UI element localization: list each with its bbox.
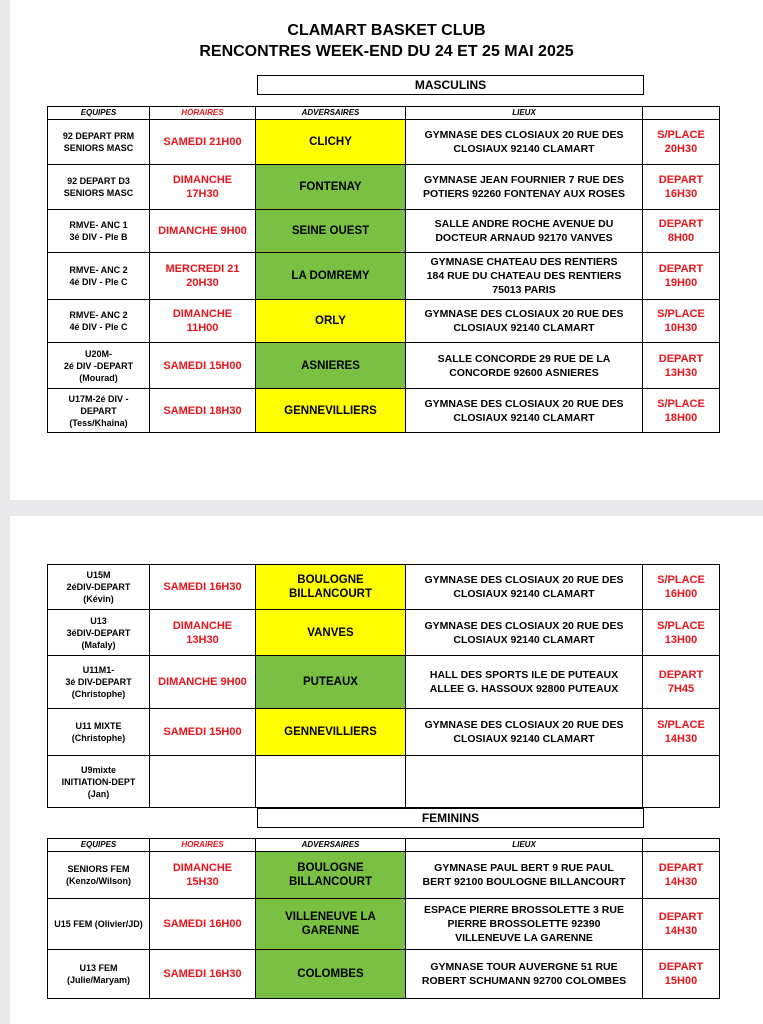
team-cell-line: U20M- — [84, 348, 112, 359]
time-cell — [150, 253, 256, 300]
header-depart — [643, 839, 720, 852]
table-header-row — [48, 107, 720, 120]
table-row — [48, 852, 720, 899]
time-cell-line: SAMEDI 16H30 — [163, 581, 242, 593]
opponent-cell — [256, 709, 406, 756]
time-cell-line: MERCREDI 21 — [165, 263, 240, 275]
team-cell — [48, 852, 150, 899]
time-cell-line: DIMANCHE 9H00 — [158, 676, 247, 688]
time-cell — [150, 656, 256, 709]
location-cell-line: CONCORDE 92600 ASNIERES — [449, 366, 599, 379]
team-cell — [48, 656, 150, 709]
team-cell-line: (Mafaly) — [81, 639, 116, 650]
table-row — [48, 165, 720, 210]
opponent-cell-line: BOULOGNE — [297, 862, 364, 874]
team-cell — [48, 300, 150, 343]
location-cell-line: PIERRE BROSSOLETTE 92390 — [447, 918, 601, 930]
time-cell-line: DIMANCHE — [172, 174, 233, 186]
team-cell — [48, 565, 150, 610]
team-cell-line: SENIORS MASC — [63, 143, 134, 153]
location-cell-line: CLOSIAUX 92140 CLAMART — [453, 411, 595, 424]
location-cell-line: ESPACE PIERRE BROSSOLETTE 3 RUE — [424, 904, 624, 916]
table-row — [48, 709, 720, 756]
time-cell — [150, 300, 256, 343]
location-cell-line: BERT 92100 BOULOGNE BILLANCOURT — [422, 876, 626, 888]
departure-cell-line: DEPART — [658, 669, 704, 681]
opponent-cell-line: GENNEVILLIERS — [284, 726, 377, 738]
departure-cell-line: DEPART — [658, 263, 704, 275]
table-row — [48, 253, 720, 300]
opponent-cell — [256, 565, 406, 610]
team-cell-line: 2éDIV-DEPART — [66, 582, 131, 592]
departure-cell-line: 20H30 — [664, 143, 698, 155]
team-cell — [48, 610, 150, 656]
opponent-cell-line: VILLENEUVE LA — [285, 911, 376, 923]
location-cell-line: VILLENEUVE LA GARENNE — [455, 932, 593, 944]
departure-cell-line: S/PLACE — [657, 308, 705, 320]
team-cell-line: 3éDIV-DEPART — [66, 627, 131, 638]
feminins-table — [47, 838, 720, 999]
departure-cell — [643, 165, 720, 210]
team-cell-line: 2é DIV -DEPART — [63, 360, 134, 371]
team-cell-line: (Christophe) — [71, 689, 126, 699]
opponent-cell — [256, 389, 406, 433]
departure-cell-line: 13H30 — [664, 366, 698, 379]
location-cell-line: GYMNASE DES CLOSIAUX 20 RUE DES — [424, 129, 624, 141]
team-cell — [48, 210, 150, 253]
departure-cell — [643, 343, 720, 389]
departure-cell-line: 18H00 — [664, 411, 698, 424]
location-cell-line: POTIERS 92260 FONTENAY AUX ROSES — [422, 188, 626, 200]
opponent-cell — [256, 210, 406, 253]
opponent-cell-line: BOULOGNE — [297, 574, 364, 586]
departure-cell-line: DEPART — [658, 961, 704, 973]
location-cell — [406, 899, 643, 950]
opponent-cell — [256, 950, 406, 999]
opponent-cell-line: BILLANCOURT — [288, 588, 373, 600]
time-cell-line: 15H30 — [186, 876, 219, 888]
location-cell-line: CLOSIAUX 92140 CLAMART — [453, 322, 595, 334]
table-row — [48, 899, 720, 950]
table-row — [48, 950, 720, 999]
departure-cell-line: 10H30 — [664, 322, 698, 334]
masculins-table-continued — [47, 564, 720, 808]
header-horaires: HORAIRES — [150, 839, 256, 852]
team-cell-line: 4é DIV - Ple C — [69, 322, 128, 332]
team-cell — [48, 343, 150, 389]
opponent-cell-line: SEINE OUEST — [291, 225, 370, 237]
team-cell — [48, 165, 150, 210]
location-cell — [406, 756, 643, 808]
departure-cell-line: DEPART — [658, 352, 704, 365]
departure-cell-line: 14H30 — [664, 876, 698, 888]
location-cell — [406, 165, 643, 210]
time-cell-line: 17H30 — [186, 188, 219, 200]
header-depart — [643, 107, 720, 120]
team-cell-line: U13 FEM — [79, 963, 118, 973]
header-lieux: LIEUX — [406, 839, 643, 852]
header-lieux: LIEUX — [406, 107, 643, 120]
team-cell-line: RMVE- ANC 2 — [69, 310, 128, 320]
section-feminins: FEMININS — [257, 808, 644, 828]
location-cell — [406, 950, 643, 999]
location-cell — [406, 210, 643, 253]
team-cell-line: 3é DIV - Ple B — [69, 232, 128, 242]
departure-cell — [643, 565, 720, 610]
location-cell — [406, 565, 643, 610]
location-cell-line: GYMNASE DES CLOSIAUX 20 RUE DES — [424, 719, 624, 731]
time-cell-line: DIMANCHE — [172, 862, 233, 874]
team-cell — [48, 709, 150, 756]
departure-cell — [643, 610, 720, 656]
departure-cell-line: 16H00 — [664, 588, 698, 600]
location-cell-line: 184 RUE DU CHATEAU DES RENTIERS — [426, 270, 622, 282]
team-cell-line: U11 MIXTE — [75, 721, 122, 731]
departure-cell — [643, 852, 720, 899]
team-cell-line: 4é DIV - Ple C — [69, 277, 128, 287]
team-cell-line: U13 — [90, 615, 107, 626]
header-equipes: EQUIPES — [48, 107, 150, 120]
team-cell-line: 92 DEPART PRM — [62, 131, 135, 141]
departure-cell-line: S/PLACE — [657, 574, 705, 586]
table-row — [48, 756, 720, 808]
departure-cell-line: DEPART — [658, 218, 704, 230]
location-cell-line: SALLE ANDRE ROCHE AVENUE DU — [434, 218, 614, 230]
time-cell — [150, 210, 256, 253]
departure-cell-line: S/PLACE — [657, 619, 705, 632]
team-cell-line: RMVE- ANC 1 — [69, 220, 128, 230]
table-row — [48, 120, 720, 165]
opponent-cell-line: PUTEAUX — [303, 676, 358, 688]
opponent-cell-line: VANVES — [307, 626, 354, 639]
opponent-cell — [256, 343, 406, 389]
time-cell — [150, 565, 256, 610]
team-cell-line: (Julie/Maryam) — [66, 975, 131, 985]
time-cell-line: SAMEDI 21H00 — [163, 136, 242, 148]
team-cell-line: SENIORS MASC — [63, 188, 134, 198]
location-cell-line: SALLE CONCORDE 29 RUE DE LA — [437, 352, 611, 365]
opponent-cell-line: BILLANCOURT — [288, 876, 373, 888]
time-cell-line: DIMANCHE — [172, 619, 233, 632]
opponent-cell — [256, 300, 406, 343]
opponent-cell — [256, 120, 406, 165]
team-cell — [48, 389, 150, 433]
location-cell-line: GYMNASE JEAN FOURNIER 7 RUE DES — [423, 174, 625, 186]
team-cell-line: U15M — [86, 570, 111, 580]
time-cell — [150, 950, 256, 999]
departure-cell-line: 14H30 — [664, 925, 698, 937]
departure-cell — [643, 756, 720, 808]
departure-cell-line: S/PLACE — [657, 719, 705, 731]
table-row — [48, 565, 720, 610]
time-cell-line: DIMANCHE 9H00 — [158, 225, 247, 237]
page-1 — [10, 0, 763, 500]
location-cell — [406, 253, 643, 300]
departure-cell-line: S/PLACE — [657, 397, 705, 410]
location-cell-line: ALLEE G. HASSOUX 92800 PUTEAUX — [429, 683, 619, 695]
location-cell — [406, 120, 643, 165]
opponent-cell-line: CLICHY — [309, 136, 352, 148]
opponent-cell-line: GENNEVILLIERS — [284, 404, 377, 417]
opponent-cell-line: COLOMBES — [297, 968, 364, 980]
table-row — [48, 389, 720, 433]
team-cell-line: INITIATION-DEPT — [61, 776, 136, 787]
time-cell — [150, 343, 256, 389]
table-row — [48, 610, 720, 656]
location-cell-line: GYMNASE DES CLOSIAUX 20 RUE DES — [424, 619, 624, 632]
time-cell — [150, 709, 256, 756]
time-cell-line: 20H30 — [186, 277, 219, 289]
team-cell-line: (Jan) — [87, 788, 110, 799]
departure-cell-line: S/PLACE — [657, 129, 705, 141]
table-row — [48, 300, 720, 343]
time-cell — [150, 852, 256, 899]
page-subtitle: RENCONTRES WEEK-END DU 24 ET 25 MAI 2025 — [199, 43, 574, 60]
team-cell — [48, 756, 150, 808]
opponent-cell — [256, 852, 406, 899]
location-cell — [406, 656, 643, 709]
time-cell-line: SAMEDI 15H00 — [163, 359, 242, 372]
team-cell-line: (Mourad) — [79, 372, 118, 383]
departure-cell — [643, 709, 720, 756]
table-row — [48, 656, 720, 709]
departure-cell — [643, 950, 720, 999]
departure-cell-line: 8H00 — [667, 232, 695, 244]
departure-cell — [643, 210, 720, 253]
opponent-cell-line: GARENNE — [301, 925, 360, 937]
location-cell — [406, 343, 643, 389]
team-cell-line: (Christophe) — [71, 733, 126, 743]
header-adversaires: ADVERSAIRES — [256, 839, 406, 852]
page-2 — [10, 516, 763, 1024]
departure-cell-line: 13H00 — [664, 633, 698, 646]
time-cell-line: 11H00 — [186, 322, 219, 334]
table-row — [48, 210, 720, 253]
team-cell-line: (Kenzo/Wilson) — [66, 876, 131, 886]
team-cell-line: U15 FEM (Olivier/JD) — [54, 919, 143, 929]
opponent-cell — [256, 253, 406, 300]
departure-cell — [643, 899, 720, 950]
location-cell-line: ROBERT SCHUMANN 92700 COLOMBES — [421, 975, 627, 987]
team-cell — [48, 950, 150, 999]
section-masculins: MASCULINS — [257, 75, 644, 95]
time-cell-line: SAMEDI 16H00 — [163, 918, 242, 930]
departure-cell-line: 19H00 — [664, 277, 698, 289]
team-cell-line: (Kévin) — [83, 594, 114, 604]
departure-cell-line: DEPART — [658, 174, 704, 186]
opponent-cell — [256, 656, 406, 709]
page-title: CLAMART BASKET CLUB — [287, 22, 486, 39]
time-cell — [150, 610, 256, 656]
opponent-cell-line: ORLY — [315, 315, 346, 327]
location-cell-line: GYMNASE DES CLOSIAUX 20 RUE DES — [424, 397, 624, 410]
team-cell-line: 3é DIV-DEPART — [65, 677, 132, 687]
time-cell — [150, 899, 256, 950]
opponent-cell — [256, 756, 406, 808]
location-cell — [406, 610, 643, 656]
departure-cell — [643, 389, 720, 433]
location-cell-line: GYMNASE CHATEAU DES RENTIERS — [430, 256, 618, 268]
time-cell-line: DIMANCHE — [172, 308, 233, 320]
location-cell-line: CLOSIAUX 92140 CLAMART — [453, 143, 595, 155]
table-header-row — [48, 839, 720, 852]
departure-cell-line: 16H30 — [664, 188, 698, 200]
departure-cell-line: DEPART — [658, 911, 704, 923]
opponent-cell — [256, 610, 406, 656]
time-cell — [150, 120, 256, 165]
location-cell-line: DOCTEUR ARNAUD 92170 VANVES — [435, 232, 613, 244]
opponent-cell — [256, 165, 406, 210]
team-cell-line: U9mixte — [80, 764, 116, 775]
departure-cell — [643, 120, 720, 165]
header-horaires: HORAIRES — [150, 107, 256, 120]
team-cell-line: (Tess/Khaina) — [69, 417, 128, 428]
departure-cell-line: DEPART — [658, 862, 704, 874]
time-cell-line: SAMEDI 15H00 — [163, 726, 242, 738]
location-cell — [406, 300, 643, 343]
time-cell-line: 13H30 — [186, 633, 219, 646]
location-cell — [406, 852, 643, 899]
team-cell — [48, 899, 150, 950]
masculins-table — [47, 106, 720, 433]
departure-cell — [643, 656, 720, 709]
location-cell-line: 75013 PARIS — [492, 284, 556, 296]
departure-cell-line: 14H30 — [664, 733, 698, 745]
team-cell — [48, 120, 150, 165]
departure-cell — [643, 253, 720, 300]
location-cell-line: CLOSIAUX 92140 CLAMART — [453, 633, 595, 646]
time-cell — [150, 165, 256, 210]
team-cell-line: U11M1- — [82, 665, 115, 675]
header-equipes: EQUIPES — [48, 839, 150, 852]
time-cell — [150, 756, 256, 808]
time-cell — [150, 389, 256, 433]
opponent-cell-line: FONTENAY — [299, 181, 362, 193]
team-cell — [48, 253, 150, 300]
team-cell-line: RMVE- ANC 2 — [69, 265, 128, 275]
team-cell-line: 92 DEPART D3 — [67, 176, 130, 186]
location-cell — [406, 389, 643, 433]
time-cell-line: SAMEDI 16H30 — [163, 968, 242, 980]
location-cell-line: GYMNASE PAUL BERT 9 RUE PAUL — [434, 862, 614, 874]
opponent-cell-line: ASNIERES — [301, 359, 360, 372]
location-cell-line: CLOSIAUX 92140 CLAMART — [453, 733, 595, 745]
team-cell-line: SENIORS FEM — [67, 864, 130, 874]
time-cell-line: SAMEDI 18H30 — [163, 404, 242, 417]
departure-cell-line: 15H00 — [664, 975, 698, 987]
header-adversaires: ADVERSAIRES — [256, 107, 406, 120]
location-cell-line: GYMNASE DES CLOSIAUX 20 RUE DES — [424, 574, 624, 586]
location-cell-line: CLOSIAUX 92140 CLAMART — [453, 588, 595, 600]
opponent-cell — [256, 899, 406, 950]
location-cell-line: HALL DES SPORTS ILE DE PUTEAUX — [429, 669, 619, 681]
opponent-cell-line: LA DOMREMY — [291, 270, 370, 282]
location-cell-line: GYMNASE TOUR AUVERGNE 51 RUE — [430, 961, 618, 973]
table-row — [48, 343, 720, 389]
team-cell-line: U17M-2é DIV - — [68, 393, 129, 404]
departure-cell — [643, 300, 720, 343]
team-cell-line: DEPART — [80, 405, 117, 416]
departure-cell-line: 7H45 — [667, 683, 695, 695]
location-cell — [406, 709, 643, 756]
location-cell-line: GYMNASE DES CLOSIAUX 20 RUE DES — [424, 308, 624, 320]
